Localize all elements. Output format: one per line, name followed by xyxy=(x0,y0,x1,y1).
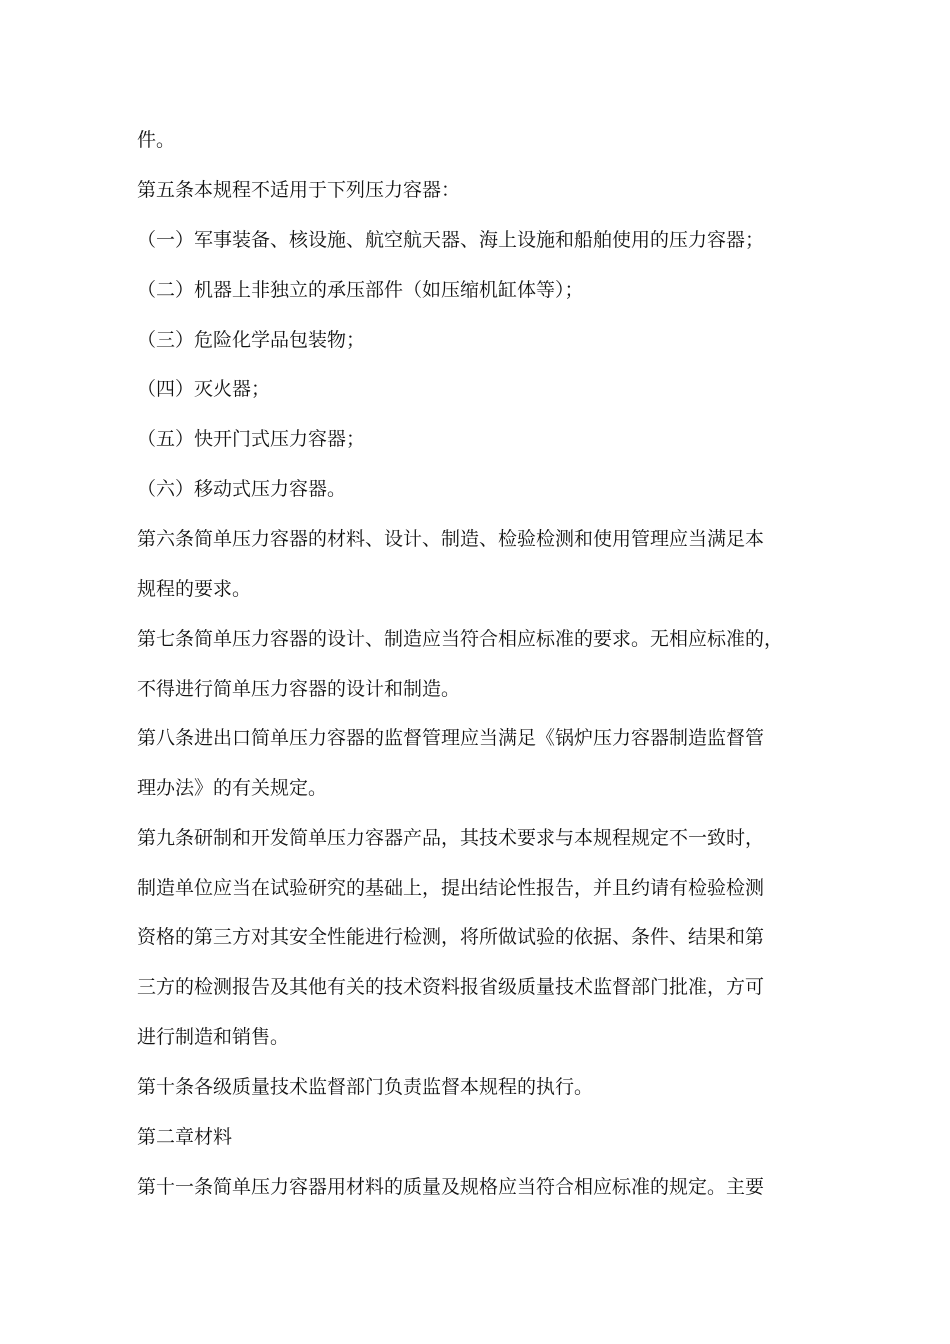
text-line: 第六条简单压力容器的材料、设计、制造、检验检测和使用管理应当满足本 xyxy=(137,528,765,550)
text-line: 进行制造和销售。 xyxy=(137,1026,290,1048)
chapter-heading: 第二章材料 xyxy=(137,1126,233,1148)
text-line: 资格的第三方对其安全性能进行检测，将所做试验的依据、条件、结果和第 xyxy=(137,926,765,948)
text-line: 三方的检测报告及其他有关的技术资料报省级质量技术监督部门批准，方可 xyxy=(137,976,765,998)
text-line: 第九条研制和开发简单压力容器产品，其技术要求与本规程规定不一致时， xyxy=(137,827,765,849)
text-line: 第十一条简单压力容器用材料的质量及规格应当符合相应标准的规定。主要 xyxy=(137,1176,765,1198)
text-line: 第五条本规程不适用于下列压力容器： xyxy=(137,179,461,201)
text-line: 理办法》的有关规定。 xyxy=(137,777,328,799)
text-line: 规程的要求。 xyxy=(137,578,252,600)
text-line: （四）灭火器； xyxy=(137,378,271,400)
text-line: 制造单位应当在试验研究的基础上，提出结论性报告，并且约请有检验检测 xyxy=(137,877,765,899)
text-line: 第八条进出口简单压力容器的监督管理应当满足《锅炉压力容器制造监督管 xyxy=(137,727,765,749)
text-line: （一）军事装备、核设施、航空航天器、海上设施和船舶使用的压力容器； xyxy=(137,229,765,251)
text-line: （二）机器上非独立的承压部件（如压缩机缸体等）； xyxy=(137,279,584,301)
text-line: 不得进行简单压力容器的设计和制造。 xyxy=(137,678,461,700)
text-line: 第七条简单压力容器的设计、制造应当符合相应标准的要求。无相应标准的， xyxy=(137,628,784,650)
text-line: 件。 xyxy=(137,129,176,151)
text-line: （三）危险化学品包装物； xyxy=(137,329,366,351)
text-line: （六）移动式压力容器。 xyxy=(137,478,347,500)
text-line: 第十条各级质量技术监督部门负责监督本规程的执行。 xyxy=(137,1076,594,1098)
text-line: （五）快开门式压力容器； xyxy=(137,428,366,450)
